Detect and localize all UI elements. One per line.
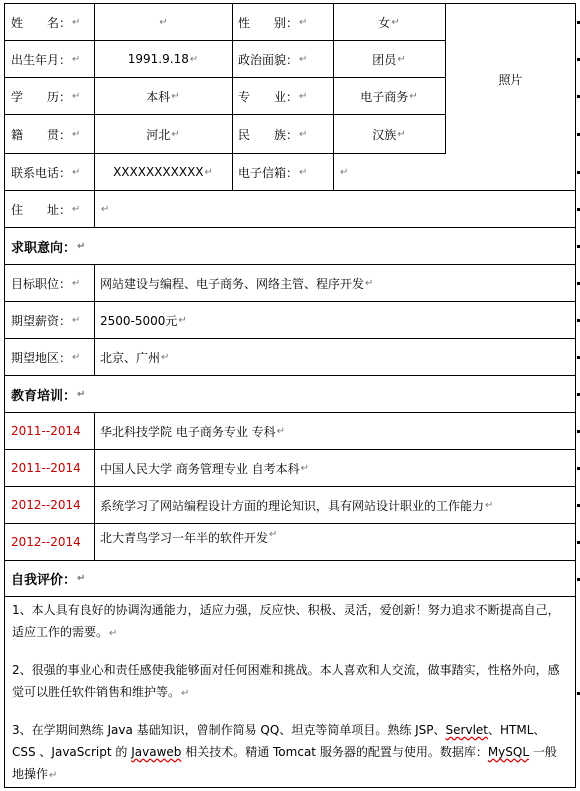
origin-label: 籍 贯：: [11, 127, 72, 142]
political-value-cell[interactable]: [333, 41, 445, 77]
education-period: 2012--2014: [11, 535, 81, 549]
self-eval-body[interactable]: [5, 597, 575, 787]
job-intent-row: [5, 302, 575, 339]
phone-value: XXXXXXXXXXX: [113, 165, 204, 179]
education-period-cell: [5, 413, 94, 449]
phone-label: 联系电话：: [11, 165, 72, 180]
paragraph-mark: ↵: [72, 53, 81, 65]
salary-value: 2500-5000元: [100, 313, 178, 328]
education-label: 学 历：: [11, 89, 72, 104]
education-detail: 北大青鸟学习一年半的软件开发: [100, 531, 269, 545]
paragraph-mark: ↵: [397, 53, 406, 65]
education-period-cell: [5, 450, 94, 486]
paragraph-mark: ↵: [161, 351, 170, 363]
major-label-cell: [232, 78, 333, 114]
paragraph-mark: ↵: [72, 314, 81, 326]
paragraph-mark: ↵: [299, 53, 308, 65]
education-detail: 中国人民大学 商务管理专业 自考本科: [100, 461, 300, 476]
region-label-cell: [5, 339, 94, 375]
gender-value: 女: [378, 15, 391, 30]
photo-cell[interactable]: [446, 4, 575, 154]
education-period-cell: [5, 487, 94, 523]
email-value-cell[interactable]: [333, 154, 575, 190]
self-eval-paragraph-2: [12, 659, 568, 705]
section-job-intent: [5, 228, 575, 265]
paragraph-mark: ↵: [204, 166, 213, 178]
paragraph-mark: ↵: [299, 128, 308, 140]
education-label-cell: [5, 78, 94, 114]
paragraph-mark: ↵: [397, 128, 406, 140]
self-eval-text-1: 1、本人具有良好的协调沟通能力，适应力强，反应快、积极、灵活，爱创新！努力追求不断提高自己，适应工作的需要。: [12, 603, 560, 639]
paragraph-mark: ↵: [77, 388, 86, 400]
political-label: 政治面貌：: [238, 52, 299, 67]
birth-label-cell: [5, 41, 94, 77]
row-contact: [5, 154, 575, 191]
education-detail: 系统学习了网站编程设计方面的理论知识，具有网站设计职业的工作能力: [100, 498, 485, 513]
target-position-value: 网站建设与编程、电子商务、网络主管、程序开发: [100, 276, 365, 291]
email-label: 电子信箱：: [238, 165, 299, 180]
education-row: [5, 450, 575, 487]
ethnic-value-cell[interactable]: [333, 115, 445, 153]
ethnic-label: 民 族：: [238, 127, 299, 142]
address-label: 住 址：: [11, 202, 72, 217]
paragraph-mark: ↵: [391, 16, 400, 28]
paragraph-mark: ↵: [101, 203, 110, 215]
self-eval-text-2: 2、很强的事业心和责任感使我能够面对任何困难和挑战。本人喜欢和人交流，做事踏实，性格外向，感觉可以胜任软件销售和维护等。: [12, 663, 560, 699]
major-label: 专 业：: [238, 89, 299, 104]
job-intent-row: [5, 265, 575, 302]
section-self-eval: [5, 561, 575, 597]
region-value-cell[interactable]: [94, 339, 575, 375]
self-eval-text-3a: 3、在学期间熟练 Java 基础知识，曾制作简易 QQ、坦克等简单项目。熟练 JSP、: [12, 723, 446, 737]
name-label-cell: [5, 4, 94, 40]
education-period: 2011--2014: [11, 461, 81, 475]
political-value: 团员: [372, 52, 397, 67]
region-value: 北京、广州: [100, 350, 161, 365]
row-birth: [5, 41, 445, 78]
education-row: [5, 487, 575, 524]
section-education: [5, 376, 575, 413]
paragraph-mark: ↵: [409, 90, 418, 102]
paragraph-mark: ↵: [72, 16, 81, 28]
paragraph-mark: ↵: [171, 90, 180, 102]
paragraph-mark: ↵: [72, 128, 81, 140]
paragraph-mark: ↵: [276, 425, 286, 437]
salary-label-cell: [5, 302, 94, 338]
education-row: [5, 413, 575, 450]
paragraph-mark: ↵: [72, 203, 81, 215]
address-value-cell[interactable]: [94, 191, 575, 227]
paragraph-mark: ↵: [77, 573, 86, 584]
origin-label-cell: [5, 115, 94, 153]
paragraph-mark: ↵: [72, 90, 81, 102]
spellcheck-word: MySQL: [487, 745, 530, 759]
education-detail-cell[interactable]: [94, 487, 575, 523]
paragraph-mark: ↵: [178, 314, 187, 326]
paragraph-mark: ↵: [299, 16, 308, 28]
name-value-cell[interactable]: [94, 4, 232, 40]
target-position-value-cell[interactable]: [94, 265, 575, 301]
row-origin: [5, 115, 445, 154]
paragraph-mark: ↵: [299, 90, 308, 102]
gender-label: 性 别：: [238, 15, 299, 30]
birth-value: 1991.9.18: [127, 52, 189, 66]
ethnic-value: 汉族: [372, 127, 397, 142]
paragraph-mark: ↵: [485, 499, 494, 511]
region-label: 期望地区：: [11, 350, 72, 365]
self-eval-heading: 自我评价：: [11, 573, 77, 588]
target-position-label-cell: [5, 265, 94, 301]
major-value: 电子商务: [360, 89, 409, 104]
job-intent-heading-cell: [5, 228, 575, 264]
paragraph-mark: ↵: [109, 628, 118, 639]
name-label: 姓 名：: [11, 15, 72, 30]
resume-table: [4, 3, 576, 788]
birth-value-cell[interactable]: [94, 41, 232, 77]
paragraph-mark: ↵: [72, 166, 81, 178]
political-label-cell: [232, 41, 333, 77]
spellcheck-word: Javaweb: [131, 745, 182, 759]
education-value-cell[interactable]: [94, 78, 232, 114]
paragraph-mark: ↵: [340, 166, 349, 178]
origin-value: 河北: [146, 127, 171, 142]
origin-value-cell[interactable]: [94, 115, 232, 153]
paragraph-mark: ↵: [77, 240, 86, 252]
phone-label-cell: [5, 154, 94, 190]
paragraph-mark: ↵: [72, 277, 81, 289]
paragraph-mark: ↵: [181, 688, 190, 699]
education-period: 2011--2014: [11, 424, 81, 438]
birth-label: 出生年月：: [11, 52, 72, 67]
paragraph-mark: ↵: [300, 462, 310, 474]
education-detail-cell[interactable]: [94, 524, 575, 560]
education-heading: 教育培训：: [11, 388, 77, 404]
gender-label-cell: [232, 4, 333, 40]
paragraph-mark: ↵: [171, 128, 180, 140]
paragraph-mark: ↵: [299, 166, 308, 178]
paragraph-mark: ↵: [159, 16, 168, 28]
job-intent-heading: 求职意向：: [11, 240, 77, 256]
education-heading-cell: [5, 376, 575, 412]
paragraph-mark: ↵: [72, 351, 81, 363]
ethnic-label-cell: [232, 115, 333, 153]
paragraph-mark: ↵: [269, 529, 278, 540]
education-period-cell: [5, 524, 94, 560]
job-intent-row: [5, 339, 575, 376]
gender-value-cell[interactable]: [333, 4, 445, 40]
education-detail: 华北科技学院 电子商务专业 专科: [100, 424, 276, 439]
self-eval-text-3b: 、HTML、CSS 、JavaScript 的: [12, 723, 546, 759]
address-label-cell: [5, 191, 94, 227]
self-eval-paragraph-1: [12, 599, 568, 645]
self-eval-text-3c: 相关技术。精通 Tomcat 服务器的配置与使用。数据库：: [181, 745, 488, 759]
major-value-cell[interactable]: [333, 78, 445, 114]
self-eval-heading-cell: [5, 561, 575, 596]
row-education: [5, 78, 445, 115]
email-label-cell: [232, 154, 333, 190]
photo-label: 照片: [498, 72, 523, 87]
spellcheck-word: Servlet: [445, 723, 488, 737]
education-row: [5, 524, 575, 561]
self-eval-text-3d: 一般地操作: [12, 745, 557, 781]
paragraph-mark: ↵: [365, 277, 374, 289]
salary-label: 期望薪资：: [11, 313, 72, 328]
paragraph-mark: ↵: [49, 770, 58, 781]
paragraph-mark: ↵: [189, 53, 199, 65]
target-position-label: 目标职位：: [11, 276, 72, 291]
salary-value-cell[interactable]: [94, 302, 575, 338]
education-detail-cell[interactable]: [94, 413, 575, 449]
education-period: 2012--2014: [11, 498, 81, 512]
education-detail-cell[interactable]: [94, 450, 575, 486]
row-address: [5, 191, 575, 228]
row-name: [5, 4, 445, 41]
phone-value-cell[interactable]: [94, 154, 232, 190]
self-eval-paragraph-3: [12, 719, 568, 787]
education-value: 本科: [146, 89, 171, 104]
